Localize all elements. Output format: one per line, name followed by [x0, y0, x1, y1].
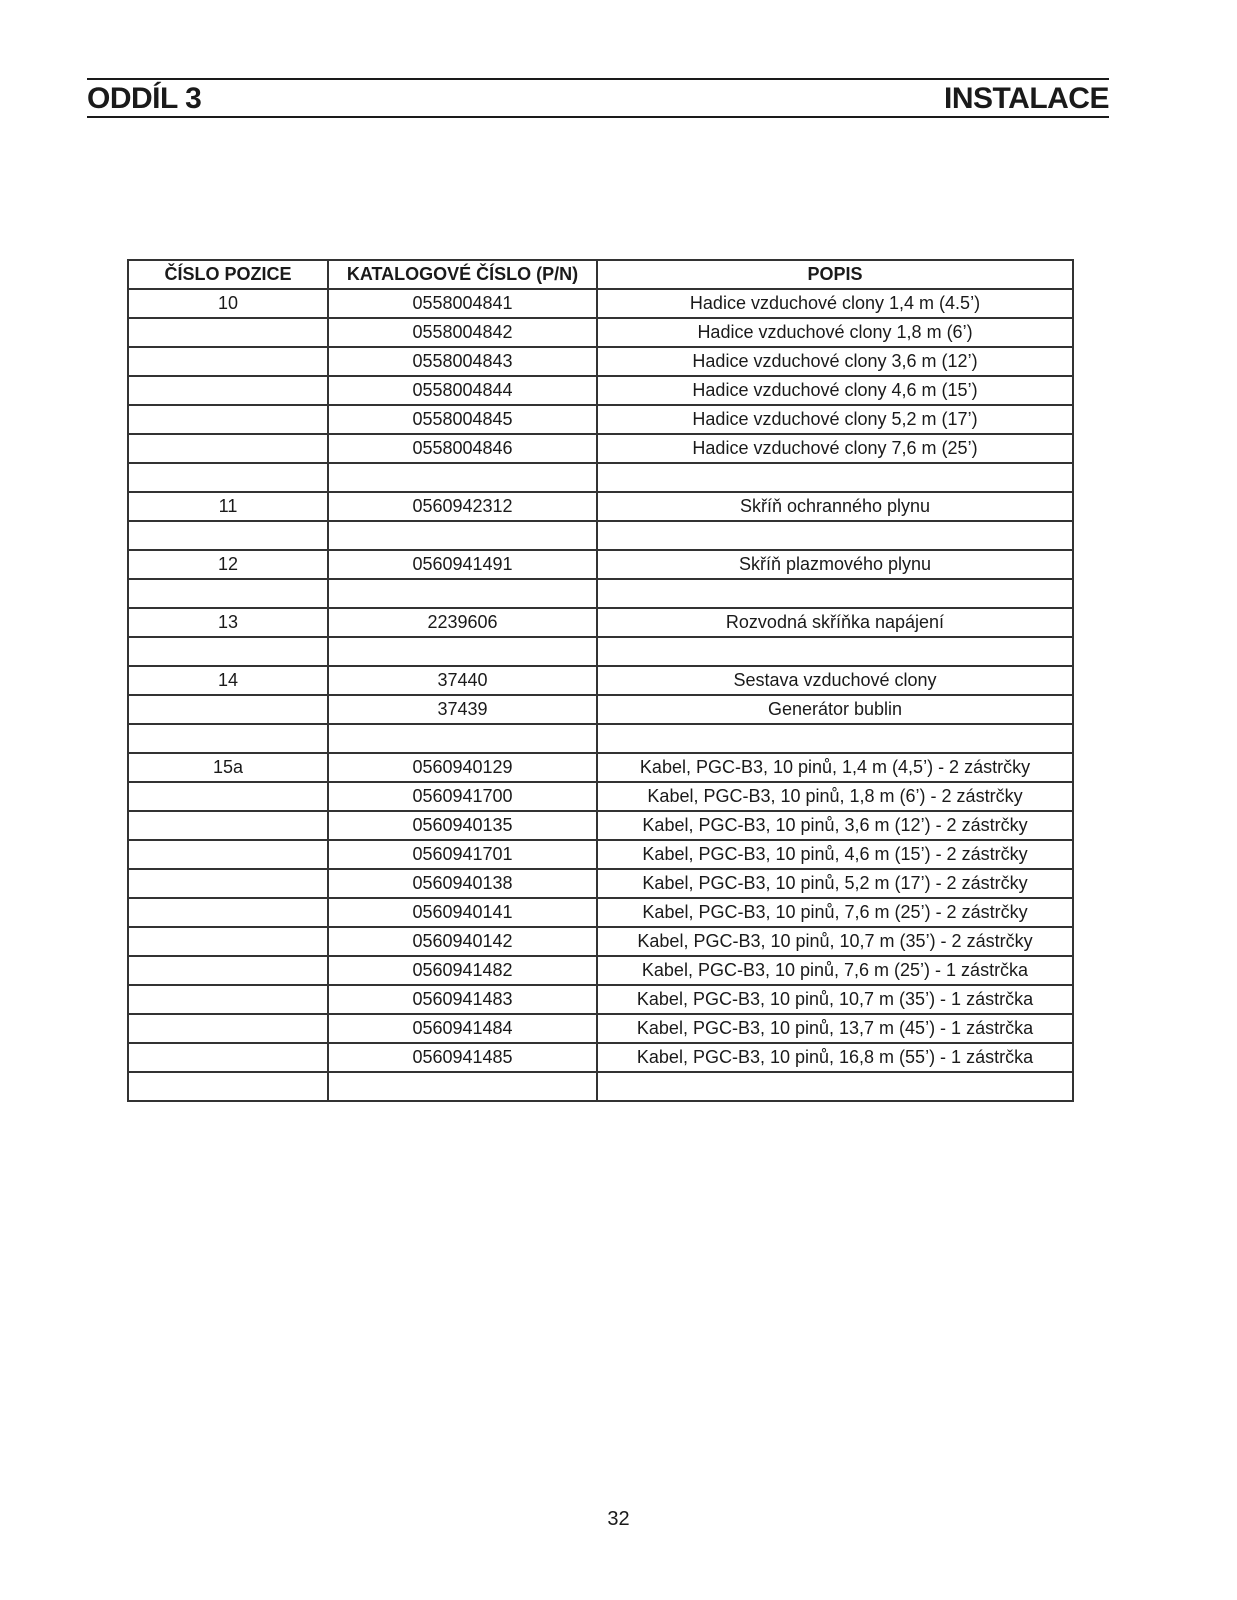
table-row: [128, 434, 1073, 463]
position-cell: [128, 463, 328, 492]
position-cell: [128, 434, 328, 463]
table-row: [128, 927, 1073, 956]
description-cell: Hadice vzduchové clony 1,8 m (6’): [597, 318, 1073, 347]
position-cell: [128, 695, 328, 724]
description-cell: Kabel, PGC-B3, 10 pinů, 1,8 m (6’) - 2 zástrčky: [597, 782, 1073, 811]
position-cell: [128, 405, 328, 434]
position-cell: [128, 318, 328, 347]
position-cell: [128, 376, 328, 405]
description-cell: Sestava vzduchové clony: [597, 666, 1073, 695]
position-cell: 15a: [128, 753, 328, 782]
table-row: [128, 840, 1073, 869]
table-row: [128, 550, 1073, 579]
parts-table: [127, 259, 1074, 1102]
part-number-cell: 0558004845: [328, 405, 597, 434]
table-row: [128, 318, 1073, 347]
description-cell: [597, 579, 1073, 608]
position-cell: [128, 956, 328, 985]
position-cell: [128, 1043, 328, 1072]
description-cell: [597, 724, 1073, 753]
part-number-cell: 37439: [328, 695, 597, 724]
part-number-cell: [328, 637, 597, 666]
part-number-cell: 0558004844: [328, 376, 597, 405]
description-cell: Hadice vzduchové clony 3,6 m (12’): [597, 347, 1073, 376]
column-header-position: ČÍSLO POZICE: [128, 260, 328, 289]
column-header-part-number: KATALOGOVÉ ČÍSLO (P/N): [328, 260, 597, 289]
part-number-cell: 0560940129: [328, 753, 597, 782]
table-row: [128, 1043, 1073, 1072]
section-header: [87, 78, 1109, 118]
position-cell: 10: [128, 289, 328, 318]
description-cell: Kabel, PGC-B3, 10 pinů, 7,6 m (25’) - 1 zástrčka: [597, 956, 1073, 985]
part-number-cell: 0560940142: [328, 927, 597, 956]
table-row: [128, 579, 1073, 608]
table-row: [128, 753, 1073, 782]
part-number-cell: 0560941483: [328, 985, 597, 1014]
table-row: [128, 376, 1073, 405]
part-number-cell: 0558004842: [328, 318, 597, 347]
table-row: [128, 869, 1073, 898]
position-cell: [128, 1014, 328, 1043]
position-cell: [128, 985, 328, 1014]
position-cell: 13: [128, 608, 328, 637]
position-cell: [128, 782, 328, 811]
part-number-cell: 0558004846: [328, 434, 597, 463]
position-cell: [128, 898, 328, 927]
description-cell: Generátor bublin: [597, 695, 1073, 724]
table-row: [128, 782, 1073, 811]
table-row: [128, 521, 1073, 550]
position-cell: [128, 1072, 328, 1101]
description-cell: Hadice vzduchové clony 4,6 m (15’): [597, 376, 1073, 405]
part-number-cell: 0560941491: [328, 550, 597, 579]
part-number-cell: [328, 724, 597, 753]
position-cell: [128, 840, 328, 869]
description-cell: Hadice vzduchové clony 7,6 m (25’): [597, 434, 1073, 463]
description-cell: Kabel, PGC-B3, 10 pinů, 10,7 m (35’) - 1 zástrčka: [597, 985, 1073, 1014]
page-number: 32: [607, 1508, 630, 1530]
table-row: [128, 985, 1073, 1014]
description-cell: Kabel, PGC-B3, 10 pinů, 16,8 m (55’) - 1 zástrčka: [597, 1043, 1073, 1072]
position-cell: [128, 927, 328, 956]
description-cell: Skříň ochranného plynu: [597, 492, 1073, 521]
table-row: [128, 637, 1073, 666]
part-number-cell: 37440: [328, 666, 597, 695]
table-row: [128, 463, 1073, 492]
description-cell: Kabel, PGC-B3, 10 pinů, 5,2 m (17’) - 2 zástrčky: [597, 869, 1073, 898]
description-cell: Hadice vzduchové clony 1,4 m (4.5’): [597, 289, 1073, 318]
part-number-cell: 0560941700: [328, 782, 597, 811]
description-cell: [597, 463, 1073, 492]
table-row: [128, 666, 1073, 695]
section-title: INSTALACE: [944, 82, 1109, 115]
table-row: [128, 695, 1073, 724]
position-cell: 14: [128, 666, 328, 695]
part-number-cell: 0560940138: [328, 869, 597, 898]
part-number-cell: 2239606: [328, 608, 597, 637]
part-number-cell: 0560941484: [328, 1014, 597, 1043]
table-row: [128, 347, 1073, 376]
table-row: [128, 608, 1073, 637]
position-cell: [128, 811, 328, 840]
part-number-cell: 0560941701: [328, 840, 597, 869]
table-body: [128, 289, 1073, 1101]
part-number-cell: 0560940135: [328, 811, 597, 840]
description-cell: Kabel, PGC-B3, 10 pinů, 1,4 m (4,5’) - 2 zástrčky: [597, 753, 1073, 782]
table-row: [128, 1014, 1073, 1043]
position-cell: [128, 869, 328, 898]
description-cell: Kabel, PGC-B3, 10 pinů, 10,7 m (35’) - 2 zástrčky: [597, 927, 1073, 956]
position-cell: 11: [128, 492, 328, 521]
part-number-cell: 0560942312: [328, 492, 597, 521]
table-row: [128, 405, 1073, 434]
table-row: [128, 1072, 1073, 1101]
description-cell: Kabel, PGC-B3, 10 pinů, 7,6 m (25’) - 2 zástrčky: [597, 898, 1073, 927]
position-cell: [128, 521, 328, 550]
table-row: [128, 289, 1073, 318]
table-row: [128, 956, 1073, 985]
description-cell: [597, 521, 1073, 550]
part-number-cell: 0558004843: [328, 347, 597, 376]
table-header-row: [128, 260, 1073, 289]
table-row: [128, 811, 1073, 840]
position-cell: [128, 347, 328, 376]
position-cell: 12: [128, 550, 328, 579]
part-number-cell: [328, 1072, 597, 1101]
description-cell: Kabel, PGC-B3, 10 pinů, 3,6 m (12’) - 2 zástrčky: [597, 811, 1073, 840]
table-row: [128, 898, 1073, 927]
position-cell: [128, 579, 328, 608]
column-header-description: POPIS: [597, 260, 1073, 289]
position-cell: [128, 724, 328, 753]
part-number-cell: 0560941482: [328, 956, 597, 985]
part-number-cell: [328, 463, 597, 492]
description-cell: Rozvodná skříňka napájení: [597, 608, 1073, 637]
part-number-cell: [328, 521, 597, 550]
part-number-cell: [328, 579, 597, 608]
description-cell: [597, 1072, 1073, 1101]
section-number: ODDÍL 3: [87, 82, 202, 115]
table-row: [128, 492, 1073, 521]
description-cell: Skříň plazmového plynu: [597, 550, 1073, 579]
table-row: [128, 724, 1073, 753]
part-number-cell: 0560940141: [328, 898, 597, 927]
part-number-cell: 0560941485: [328, 1043, 597, 1072]
position-cell: [128, 637, 328, 666]
description-cell: [597, 637, 1073, 666]
part-number-cell: 0558004841: [328, 289, 597, 318]
description-cell: Kabel, PGC-B3, 10 pinů, 4,6 m (15’) - 2 zástrčky: [597, 840, 1073, 869]
description-cell: Hadice vzduchové clony 5,2 m (17’): [597, 405, 1073, 434]
description-cell: Kabel, PGC-B3, 10 pinů, 13,7 m (45’) - 1 zástrčka: [597, 1014, 1073, 1043]
